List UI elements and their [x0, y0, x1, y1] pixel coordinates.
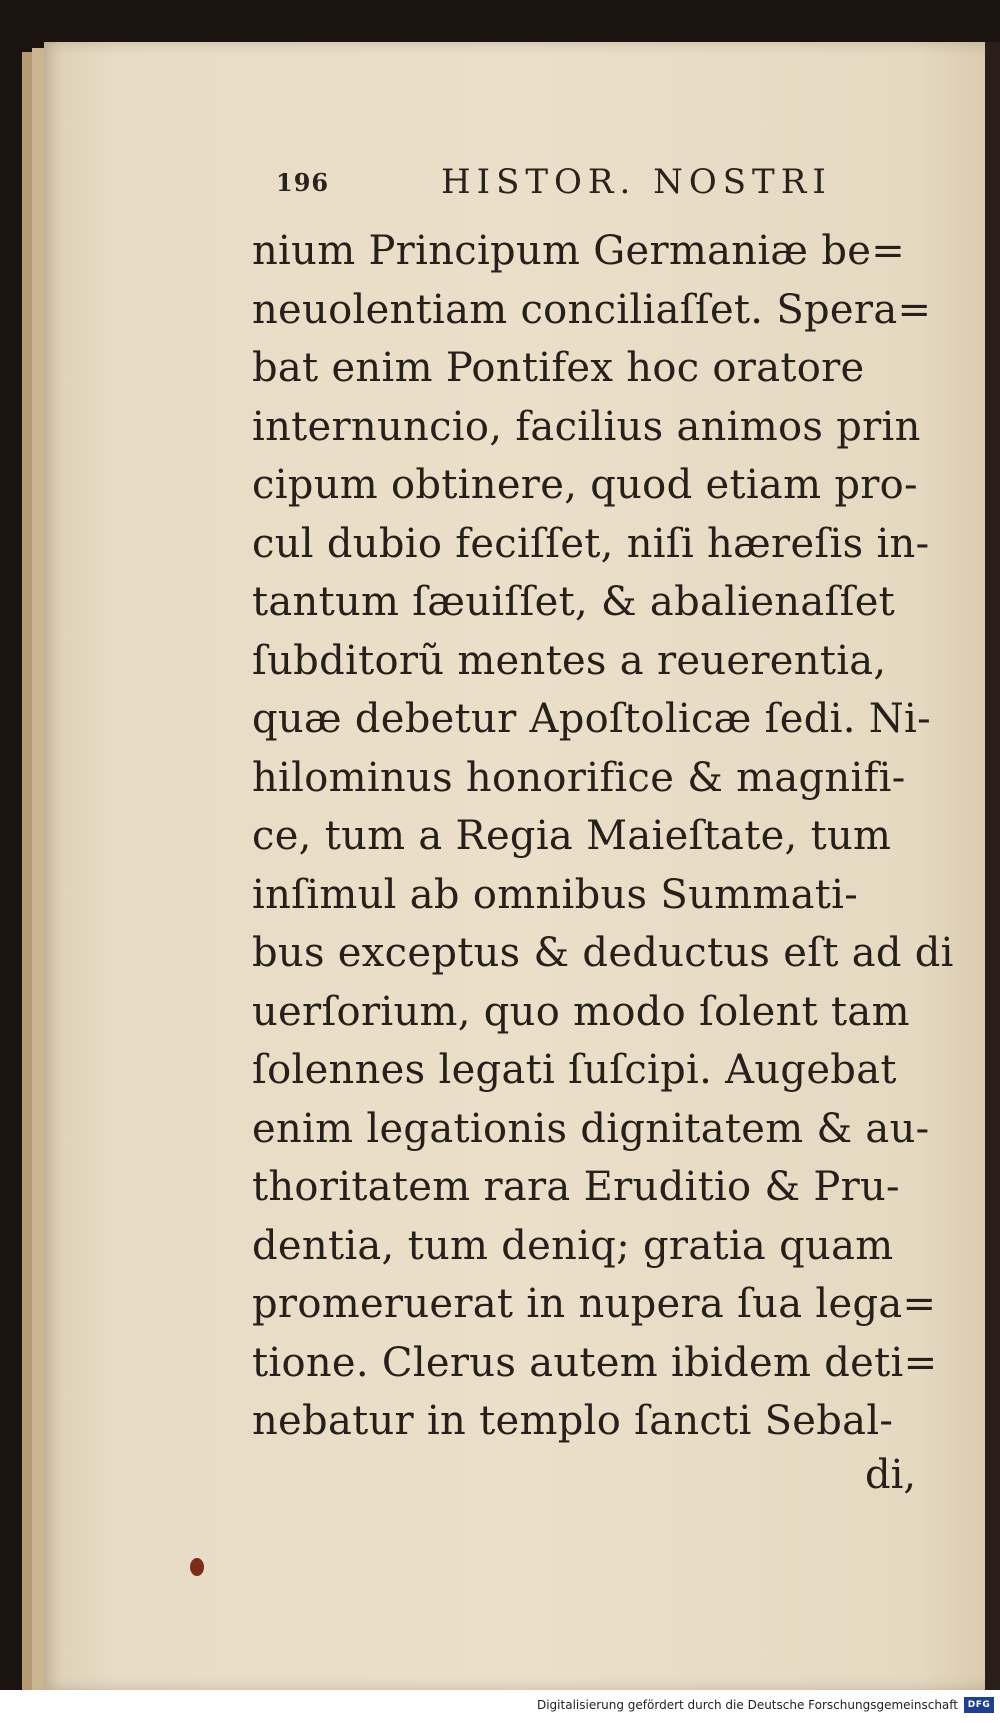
text-line: cul dubio feciſſet, niſi hæreſis in- [252, 520, 930, 567]
text-line: nebatur in templo ſancti Sebal- [252, 1398, 894, 1444]
text-line: uerſorium, quo modo ſolent tam [252, 988, 910, 1035]
binding-shadow [985, 42, 1000, 1690]
dfg-logo-icon: DFG [964, 1697, 994, 1713]
text-line: tione. Clerus autem ibidem deti= [252, 1339, 938, 1386]
funding-credit: Digitalisierung gefördert durch die Deutsche Forschungsgemeinschaft [536, 1698, 958, 1712]
page-header [276, 162, 916, 208]
text-line: thoritatem rara Eruditio & Pru- [252, 1164, 900, 1210]
text-line: ce, tum a Regia Maieſtate, tum [252, 813, 892, 859]
body-text [252, 222, 952, 1451]
text-line: hilominus honorifice & magnifi- [252, 754, 906, 801]
text-line: promeruerat in nupera ſua lega= [252, 1281, 937, 1327]
catchword: di, [865, 1452, 917, 1498]
text-line: bus exceptus & deductus eſt ad di [252, 930, 954, 976]
text-line: enim legationis dignitatem & au- [252, 1105, 930, 1152]
text-line: tantum ſæuiſſet, & abalienaſſet [252, 579, 896, 625]
text-line: quæ debetur Apoſtolicæ ſedi. Ni- [252, 696, 931, 742]
digitization-footer [0, 1690, 1000, 1723]
text-line: nium Principum Germaniæ be= [252, 228, 906, 274]
text-line: bat enim Pontifex hoc oratore [252, 345, 865, 391]
text-line: neuolentiam conciliaſſet. Spera= [252, 286, 932, 333]
page-number: 196 [276, 168, 330, 197]
running-head: HISTOR. NOSTRI [441, 162, 832, 202]
text-line: internuncio, facilius animos prin [252, 403, 921, 450]
text-line: ſubditorũ mentes a reuerentia, [252, 637, 887, 684]
ink-stain [190, 1558, 204, 1576]
text-line: inſimul ab omnibus Summati- [252, 871, 859, 918]
text-line: ſolennes legati ſuſcipi. Augebat [252, 1047, 897, 1093]
text-line: cipum obtinere, quod etiam pro- [252, 462, 918, 508]
text-line: dentia, tum deniq; gratia quam [252, 1222, 894, 1269]
